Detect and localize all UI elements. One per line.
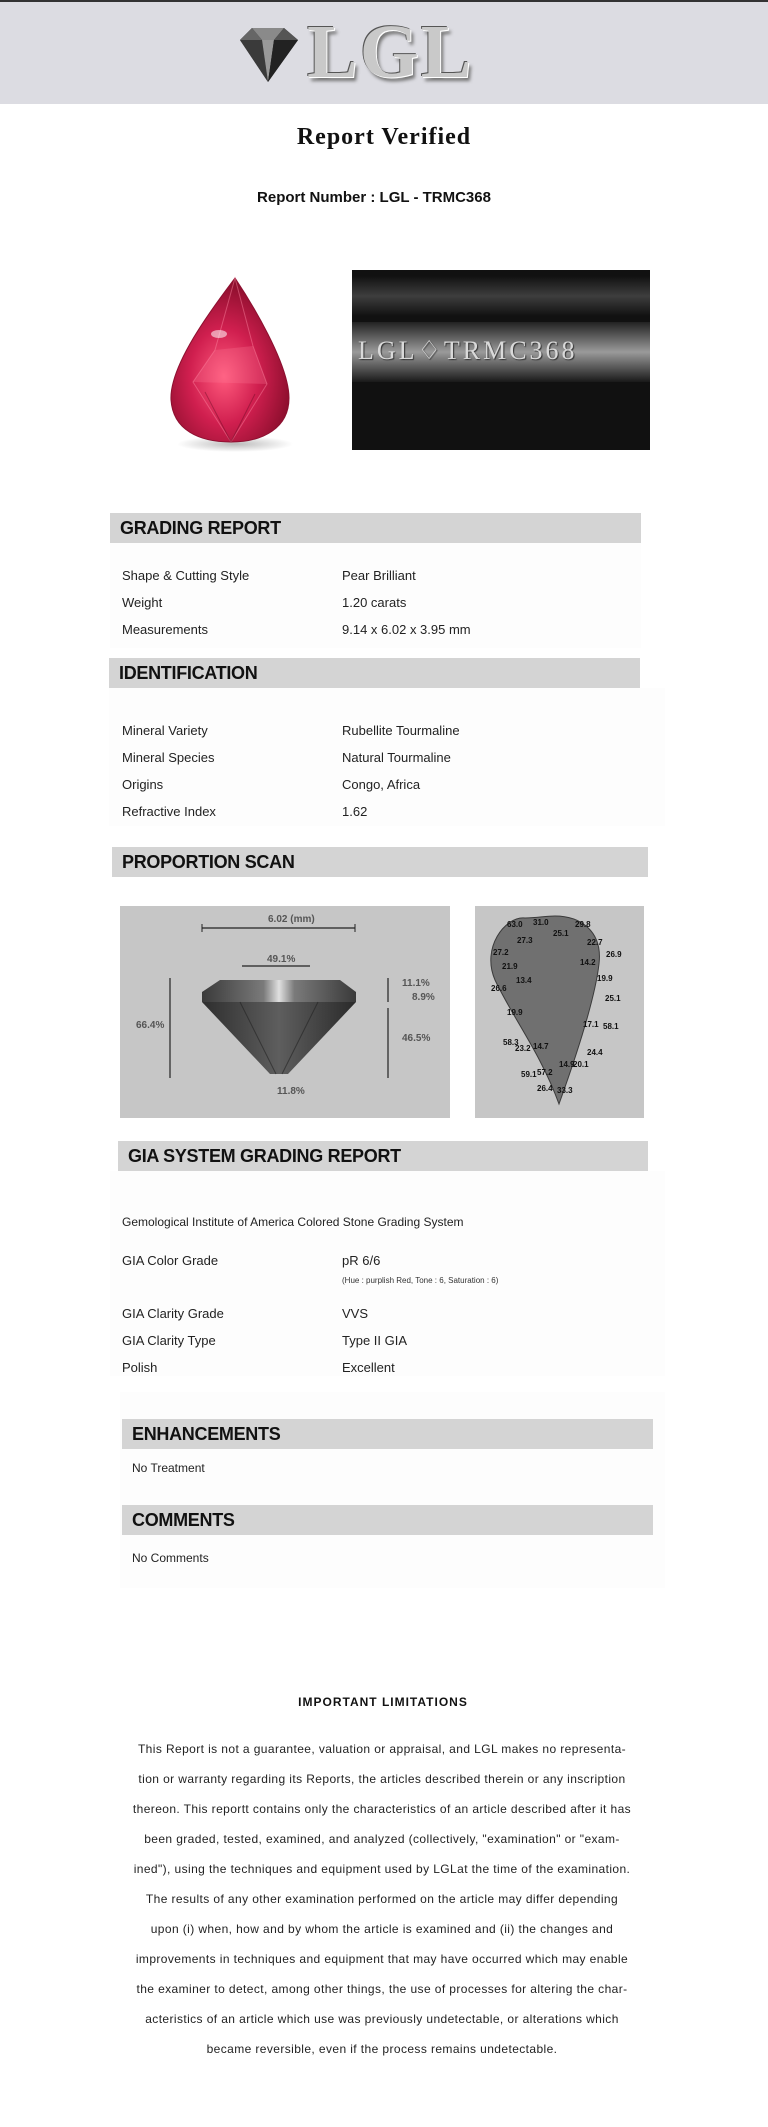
hue-note: (Hue : purplish Red, Tone : 6, Saturation : 6) <box>342 1276 499 1285</box>
page-title: Report Verified <box>296 124 472 150</box>
limitations-title: IMPORTANT LIMITATIONS <box>298 1695 468 1709</box>
pear-gem-icon <box>135 272 325 458</box>
width-label: 6.02 (mm) <box>268 914 315 925</box>
crown-percent: 11.1% <box>402 978 430 989</box>
gem-photo <box>135 272 325 458</box>
proportion-profile-diagram <box>120 906 450 1118</box>
pavilion-depth-percent: 46.5% <box>402 1033 431 1044</box>
crown-height-percent: 8.9% <box>412 992 435 1003</box>
inscription-photo <box>352 270 650 450</box>
limitations-text: This Report is not a guarantee, valuation or appraisal, and LGL makes no representa- tion or warranty regarding its Reports, the articles described therein or any inscription thereon. This reportt contains only the characteristics of an article described after it has been graded, tested, examined, and analyzed (collectively, "examination" or "exam- ined"), using the techniques and equipment used by LGLat the time of the examination. The results of any other examination performed on the article may differ depending upon (i) when, how and by whom the article is examined and (ii) the changes and improvements in techniques and equipment that may have occurred which may enable the examiner to detect, among other things, the use of processes for altering the char- acteristics of an article which use was previously undetectable, or alterations which became reversible, even if the process remains undetectable. <box>132 1742 632 2056</box>
enhancements-text: No Treatment <box>132 1461 205 1475</box>
culet-percent: 11.8% <box>277 1086 305 1097</box>
identification-header: IDENTIFICATION <box>109 658 640 688</box>
gia-system-name: Gemological Institute of America Colored Stone Grading System <box>122 1215 464 1229</box>
gia-report-header: GIA SYSTEM GRADING REPORT <box>118 1141 648 1171</box>
lgl-logo[interactable] <box>232 10 492 94</box>
proportion-scan-header: PROPORTION SCAN <box>112 847 648 877</box>
report-number: Report Number : LGL - TRMC368 <box>257 189 491 206</box>
proportion-top-diagram: 63.0 31.0 29.8 27.3 25.1 22.7 27.2 26.9 14.2 21.9 13.4 19.9 26.6 25.1 19.9 17.1 58.1 58.3 23.2 14.7 24.4 14.9 20.1 59.1 57.2 26.4 33.3 <box>475 906 644 1118</box>
diamond-icon <box>232 24 304 86</box>
total-depth-percent: 66.4% <box>136 1020 165 1031</box>
inscription-text: LGL♢TRMC368 <box>358 336 578 365</box>
header-banner <box>0 2 768 104</box>
logo-text: LGL <box>307 10 474 94</box>
grading-report-header: GRADING REPORT <box>110 513 641 543</box>
comments-header: COMMENTS <box>122 1505 653 1535</box>
table-percent: 49.1% <box>267 954 296 965</box>
enhancements-header: ENHANCEMENTS <box>122 1419 653 1449</box>
comments-text: No Comments <box>132 1551 209 1565</box>
